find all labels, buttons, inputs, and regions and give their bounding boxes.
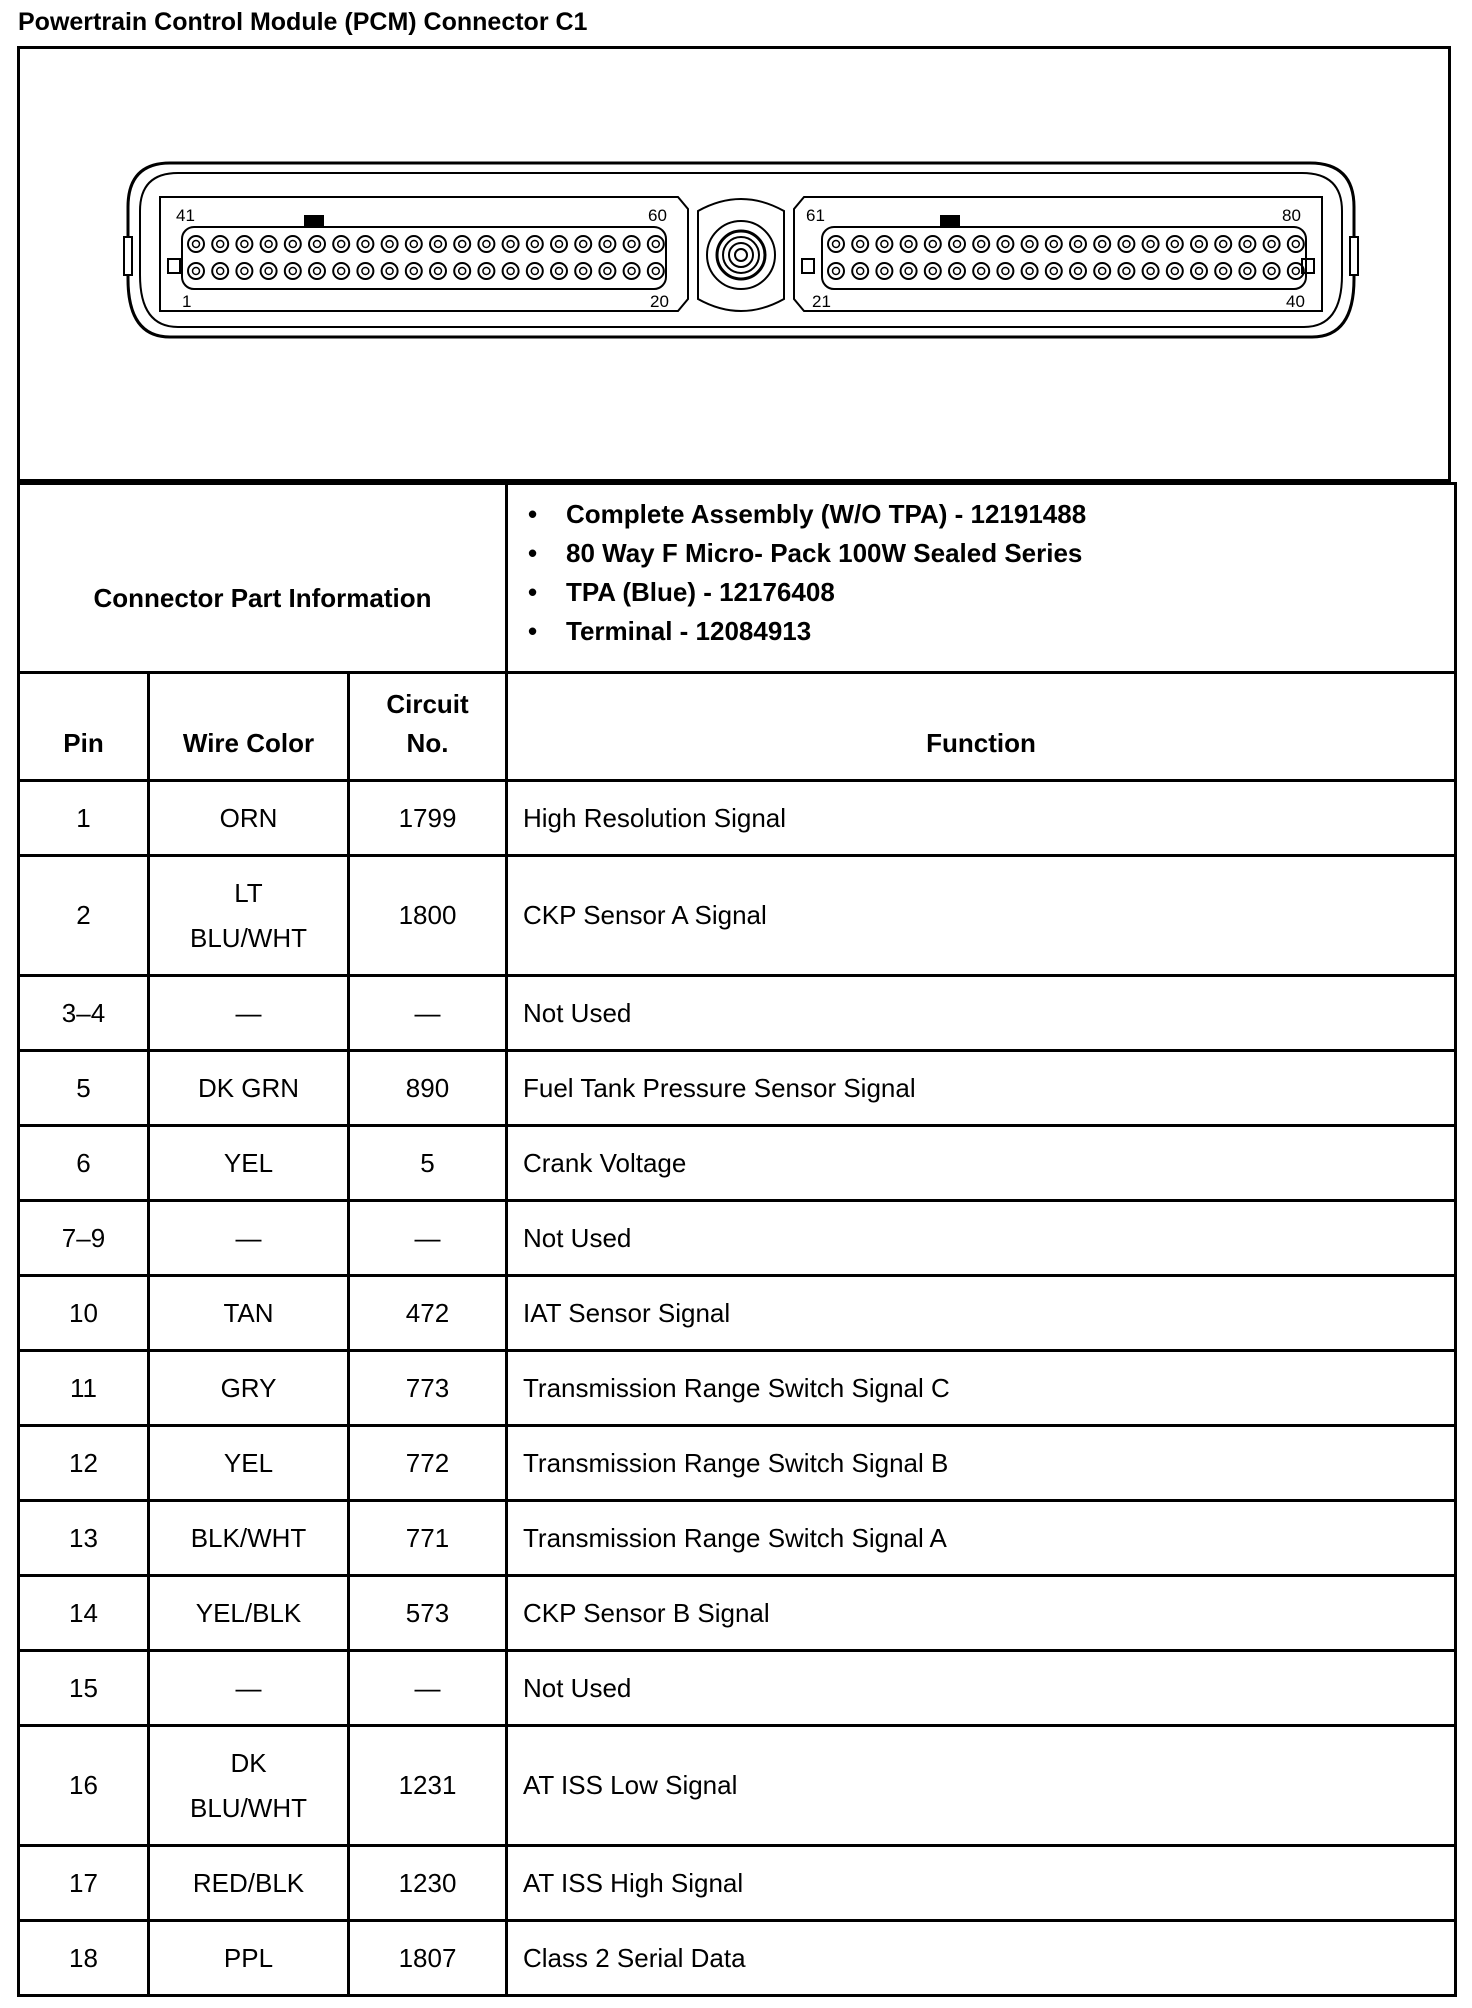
pin-hole-center (652, 268, 659, 275)
right-pin-bay (794, 197, 1322, 311)
pin-hole (188, 236, 204, 252)
table-row (19, 1051, 1456, 1126)
pin-hole (949, 263, 965, 279)
pin-hole (599, 236, 615, 252)
pin-hole (454, 263, 470, 279)
pin-hole (236, 263, 252, 279)
pin-hole-center (217, 268, 224, 275)
pin-hole (949, 236, 965, 252)
pin-hole (1046, 236, 1062, 252)
pin-hole (1118, 263, 1134, 279)
pin-hole-center (905, 241, 912, 248)
center-post (698, 199, 784, 311)
function-cell: Class 2 Serial Data (507, 1921, 1456, 1996)
pin-hole-center (1099, 268, 1106, 275)
pin-hole-center (978, 268, 985, 275)
pin-hole (828, 236, 844, 252)
pin-hole (527, 236, 543, 252)
pin-hole-center (435, 268, 442, 275)
pin-hole-center (507, 268, 514, 275)
pin-hole (285, 263, 301, 279)
pin-hole (876, 236, 892, 252)
pin-hole (236, 236, 252, 252)
wire-color-cell: YEL/BLK (149, 1576, 349, 1651)
pin-hole-center (1026, 268, 1033, 275)
function-cell: AT ISS Low Signal (507, 1726, 1456, 1846)
pin-hole-center (1002, 241, 1009, 248)
pin-hole (973, 263, 989, 279)
circuit-cell: 1231 (349, 1726, 507, 1846)
pin-hole (1167, 236, 1183, 252)
pin-hole-center (531, 241, 538, 248)
pin-hole-center (905, 268, 912, 275)
header-circuit-line2: No. (406, 728, 449, 758)
header-pin: Pin (19, 673, 149, 781)
pin-cell: 2 (19, 856, 149, 976)
pin-hole (1094, 236, 1110, 252)
pin-hole-center (1123, 268, 1130, 275)
page-title: Powertrain Control Module (PCM) Connector C1 (18, 8, 588, 36)
wire-color-cell: — (149, 1651, 349, 1726)
table-row (19, 1351, 1456, 1426)
connector-info-label: Connector Part Information (19, 484, 507, 673)
pin-hole (503, 263, 519, 279)
pin-hole-center (483, 241, 490, 248)
pin-cell: 14 (19, 1576, 149, 1651)
pin-hole-center (1050, 268, 1057, 275)
pin-hole (309, 263, 325, 279)
pin-hole-center (362, 268, 369, 275)
pin-cell: 1 (19, 781, 149, 856)
pin-hole (382, 263, 398, 279)
table-row (19, 781, 1456, 856)
pin-hole (648, 236, 664, 252)
pin-hole-center (628, 241, 635, 248)
circuit-cell: 771 (349, 1501, 507, 1576)
pin-hole (1022, 236, 1038, 252)
pin-hole-center (1050, 241, 1057, 248)
pin-hole-center (881, 241, 888, 248)
pin-hole (551, 263, 567, 279)
wire-color-cell: — (149, 1201, 349, 1276)
pin-hole (309, 236, 325, 252)
header-wire-color: Wire Color (149, 673, 349, 781)
pin-hole-center (1075, 241, 1082, 248)
function-cell: Not Used (507, 976, 1456, 1051)
connector-diagram (20, 49, 1448, 479)
pin-cell: 18 (19, 1921, 149, 1996)
pin-hole (852, 263, 868, 279)
pin-hole-center (193, 268, 200, 275)
pin-hole (828, 263, 844, 279)
pin-hole-center (386, 241, 393, 248)
pin-label-60: 60 (648, 206, 667, 225)
table-row (19, 1126, 1456, 1201)
pin-hole-center (628, 268, 635, 275)
pin-hole-center (483, 268, 490, 275)
pin-cell: 13 (19, 1501, 149, 1576)
pin-hole (1264, 263, 1280, 279)
circuit-cell: 1807 (349, 1921, 507, 1996)
pin-hole (406, 236, 422, 252)
header-function: Function (507, 673, 1456, 781)
pin-hole (901, 263, 917, 279)
pin-cell: 3–4 (19, 976, 149, 1051)
pin-cell: 11 (19, 1351, 149, 1426)
pin-hole (478, 236, 494, 252)
circuit-cell: 773 (349, 1351, 507, 1426)
pin-hole (852, 236, 868, 252)
pin-hole (430, 236, 446, 252)
pin-label-80: 80 (1282, 206, 1301, 225)
connector-info-item: • Complete Assembly (W/O TPA) - 12191488 (526, 495, 1442, 534)
pin-hole-center (857, 268, 864, 275)
pin-hole-center (362, 241, 369, 248)
left-key-mark (304, 215, 324, 228)
wire-color-cell: GRY (149, 1351, 349, 1426)
pin-hole-center (1123, 241, 1130, 248)
pin-hole (1118, 236, 1134, 252)
wire-color-cell: DK BLU/WHT (149, 1726, 349, 1846)
wire-color-cell: ORN (149, 781, 349, 856)
header-row (19, 673, 1456, 781)
pin-hole (925, 236, 941, 252)
pin-hole-center (1171, 241, 1178, 248)
pin-label-41: 41 (176, 206, 195, 225)
pin-hole-center (289, 268, 296, 275)
pin-hole-center (833, 268, 840, 275)
function-cell: Crank Voltage (507, 1126, 1456, 1201)
wire-color-cell: LT BLU/WHT (149, 856, 349, 976)
pin-hole-center (652, 241, 659, 248)
function-cell: High Resolution Signal (507, 781, 1456, 856)
pin-hole (901, 236, 917, 252)
left-pin-bay (160, 197, 688, 311)
connector-info-item: • Terminal - 12084913 (526, 612, 1442, 651)
pin-hole-center (289, 241, 296, 248)
table-row (19, 1276, 1456, 1351)
wire-color-cell: RED/BLK (149, 1846, 349, 1921)
circuit-cell: 772 (349, 1426, 507, 1501)
pin-hole-center (1026, 241, 1033, 248)
right-pin-grid-border (822, 227, 1306, 289)
pinout-table (17, 482, 1457, 1997)
pin-hole (212, 263, 228, 279)
pin-cell: 16 (19, 1726, 149, 1846)
pin-hole-center (507, 241, 514, 248)
circuit-cell: 472 (349, 1276, 507, 1351)
pin-hole-center (1196, 268, 1203, 275)
pin-hole-center (1220, 241, 1227, 248)
pin-hole (212, 236, 228, 252)
wire-color-cell: — (149, 976, 349, 1051)
pin-hole-center (1292, 241, 1299, 248)
pin-hole (1046, 263, 1062, 279)
circuit-cell: 1799 (349, 781, 507, 856)
pin-hole-center (1244, 241, 1251, 248)
pin-hole (599, 263, 615, 279)
table-row (19, 1846, 1456, 1921)
pin-hole-center (833, 241, 840, 248)
pin-cell: 15 (19, 1651, 149, 1726)
pin-hole (925, 263, 941, 279)
pin-hole-center (314, 268, 321, 275)
pin-hole (1167, 263, 1183, 279)
function-cell: AT ISS High Signal (507, 1846, 1456, 1921)
function-cell: Not Used (507, 1201, 1456, 1276)
pin-hole (1070, 236, 1086, 252)
wire-color-cell: BLK/WHT (149, 1501, 349, 1576)
pin-cell: 17 (19, 1846, 149, 1921)
pin-hole (1143, 236, 1159, 252)
circuit-cell: 573 (349, 1576, 507, 1651)
pin-hole (527, 263, 543, 279)
pin-hole-center (193, 241, 200, 248)
pin-hole (382, 236, 398, 252)
pin-hole (357, 236, 373, 252)
pin-hole (1143, 263, 1159, 279)
pin-cell: 10 (19, 1276, 149, 1351)
pin-hole-center (1268, 241, 1275, 248)
pin-cell: 7–9 (19, 1201, 149, 1276)
circuit-cell: — (349, 1651, 507, 1726)
pin-hole (1239, 263, 1255, 279)
pin-hole-center (217, 241, 224, 248)
circuit-cell: — (349, 976, 507, 1051)
pin-hole-center (857, 241, 864, 248)
pin-hole (454, 236, 470, 252)
header-circuit (349, 673, 507, 781)
pin-hole (1239, 236, 1255, 252)
pin-hole (624, 263, 640, 279)
connector-diagram-frame (17, 46, 1451, 482)
pin-hole-center (580, 241, 587, 248)
pin-hole (624, 236, 640, 252)
pin-hole-center (459, 268, 466, 275)
pin-hole-center (1220, 268, 1227, 275)
circuit-cell: — (349, 1201, 507, 1276)
wire-color-cell: PPL (149, 1921, 349, 1996)
pin-hole (333, 236, 349, 252)
table-row (19, 856, 1456, 976)
function-cell: IAT Sensor Signal (507, 1276, 1456, 1351)
pin-hole (261, 263, 277, 279)
pin-hole-center (459, 241, 466, 248)
pin-label-1: 1 (182, 292, 192, 311)
wire-color-cell: YEL (149, 1426, 349, 1501)
pin-hole-center (929, 241, 936, 248)
wire-color-cell: YEL (149, 1126, 349, 1201)
table-row (19, 1201, 1456, 1276)
pin-hole-center (1002, 268, 1009, 275)
pin-hole-center (1075, 268, 1082, 275)
circuit-cell: 1800 (349, 856, 507, 976)
circuit-cell: 1230 (349, 1846, 507, 1921)
pin-hole-center (1268, 268, 1275, 275)
pin-label-20: 20 (650, 292, 669, 311)
circuit-cell: 890 (349, 1051, 507, 1126)
pin-hole-center (556, 268, 563, 275)
pin-hole (1215, 236, 1231, 252)
pin-hole (188, 263, 204, 279)
pin-hole-center (1171, 268, 1178, 275)
table-row (19, 976, 1456, 1051)
latch-tab-right (1350, 237, 1358, 275)
function-cell: Fuel Tank Pressure Sensor Signal (507, 1051, 1456, 1126)
pin-cell: 6 (19, 1126, 149, 1201)
pin-cell: 5 (19, 1051, 149, 1126)
connector-info-list (507, 484, 1456, 673)
pin-hole (1215, 263, 1231, 279)
pin-hole-center (1244, 268, 1251, 275)
circuit-cell: 5 (349, 1126, 507, 1201)
pin-hole-center (556, 241, 563, 248)
connector-info-item: • TPA (Blue) - 12176408 (526, 573, 1442, 612)
pin-hole-center (241, 268, 248, 275)
pin-hole-center (881, 268, 888, 275)
pin-hole-center (954, 268, 961, 275)
pin-hole (478, 263, 494, 279)
function-cell: Transmission Range Switch Signal B (507, 1426, 1456, 1501)
pin-cell: 12 (19, 1426, 149, 1501)
pin-hole-center (1292, 268, 1299, 275)
table-row (19, 1576, 1456, 1651)
pin-hole (1191, 263, 1207, 279)
table-row (19, 1651, 1456, 1726)
pin-hole-center (929, 268, 936, 275)
function-cell: Not Used (507, 1651, 1456, 1726)
wire-color-cell: TAN (149, 1276, 349, 1351)
pin-hole-center (241, 241, 248, 248)
pin-hole-center (531, 268, 538, 275)
wire-color-cell: DK GRN (149, 1051, 349, 1126)
pin-hole (575, 236, 591, 252)
pin-hole-center (604, 241, 611, 248)
function-cell: Transmission Range Switch Signal C (507, 1351, 1456, 1426)
pin-hole-center (338, 241, 345, 248)
connector-info-item: • 80 Way F Micro- Pack 100W Sealed Series (526, 534, 1442, 573)
header-circuit-line1: Circuit (386, 689, 469, 719)
pin-hole (997, 236, 1013, 252)
pin-hole (1022, 263, 1038, 279)
table-row (19, 1426, 1456, 1501)
pin-hole (648, 263, 664, 279)
pin-hole (406, 263, 422, 279)
pin-hole-center (435, 241, 442, 248)
pin-hole (1070, 263, 1086, 279)
pin-label-40: 40 (1286, 292, 1305, 311)
right-key-mark (940, 215, 960, 228)
pin-hole-center (580, 268, 587, 275)
table-row (19, 1726, 1456, 1846)
pin-hole-center (1196, 241, 1203, 248)
pin-hole-center (265, 268, 272, 275)
pin-hole (285, 236, 301, 252)
function-cell: CKP Sensor A Signal (507, 856, 1456, 976)
pin-hole-center (1147, 241, 1154, 248)
latch-tab-left (124, 237, 132, 275)
pin-hole (333, 263, 349, 279)
pin-hole (1094, 263, 1110, 279)
pin-label-21: 21 (812, 292, 831, 311)
pin-hole (430, 263, 446, 279)
pin-hole-center (314, 241, 321, 248)
function-cell: Transmission Range Switch Signal A (507, 1501, 1456, 1576)
pin-hole-center (410, 268, 417, 275)
connector-info-row (19, 484, 1456, 673)
pin-hole (973, 236, 989, 252)
pin-hole (1191, 236, 1207, 252)
left-pin-grid-border (182, 227, 666, 289)
pin-hole-center (954, 241, 961, 248)
pin-hole (357, 263, 373, 279)
pin-hole-center (338, 268, 345, 275)
pin-hole (876, 263, 892, 279)
pin-hole-center (1099, 241, 1106, 248)
pin-hole-center (978, 241, 985, 248)
table-row (19, 1921, 1456, 1996)
pin-label-61: 61 (806, 206, 825, 225)
pin-hole-center (1147, 268, 1154, 275)
pin-hole-center (265, 241, 272, 248)
pin-hole-center (410, 241, 417, 248)
pin-hole-center (604, 268, 611, 275)
pin-hole (551, 236, 567, 252)
pin-hole-center (386, 268, 393, 275)
pin-hole (997, 263, 1013, 279)
pin-hole (261, 236, 277, 252)
table-row (19, 1501, 1456, 1576)
pin-hole (1288, 236, 1304, 252)
pin-hole (503, 236, 519, 252)
pin-hole (575, 263, 591, 279)
function-cell: CKP Sensor B Signal (507, 1576, 1456, 1651)
pin-hole (1264, 236, 1280, 252)
